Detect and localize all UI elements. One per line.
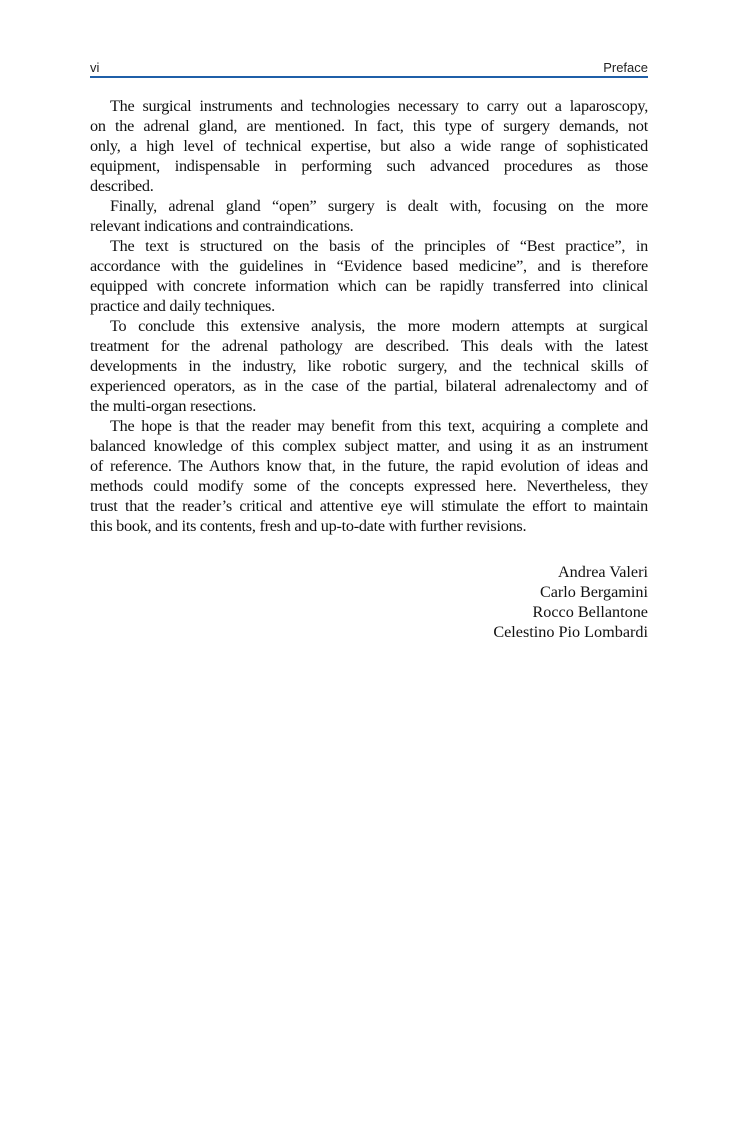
text-line: experienced operators, as in the case of the partial, bilateral adrenalectomy and of: [90, 377, 648, 395]
paragraph: [90, 236, 648, 316]
text-line: Finally, adrenal gland “open” surgery is dealt with, focusing on the more: [110, 197, 648, 215]
author-name: Carlo Bergamini: [539, 583, 648, 601]
section-title: Preface: [603, 60, 648, 75]
paragraph: [90, 416, 648, 536]
text-line: only, a high level of technical expertise, but also a wide range of sophisticated: [90, 137, 648, 155]
text-line: the multi-organ resections.: [90, 397, 257, 415]
text-line: methods could modify some of the concepts expressed here. Nevertheless, they: [90, 477, 648, 495]
author-name: Rocco Bellantone: [532, 603, 648, 621]
text-line: balanced knowledge of this complex subject matter, and using it as an instrument: [90, 437, 648, 455]
text-line: this book, and its contents, fresh and up-to-date with further revisions.: [90, 517, 527, 535]
paragraph: [90, 196, 648, 236]
running-header: [90, 58, 648, 78]
author-name: Celestino Pio Lombardi: [493, 623, 648, 641]
text-line: practice and daily techniques.: [90, 297, 275, 315]
text-line: of reference. The Authors know that, in the future, the rapid evolution of ideas and: [90, 457, 648, 475]
text-line: equipped with concrete information which can be rapidly transferred into clinical: [90, 277, 648, 295]
text-line: relevant indications and contraindications.: [90, 217, 354, 235]
page-number: vi: [90, 60, 100, 75]
author-name: Andrea Valeri: [557, 563, 648, 581]
text-line: The hope is that the reader may benefit from this text, acquiring a complete and: [110, 417, 648, 435]
text-line: To conclude this extensive analysis, the more modern attempts at surgical: [110, 317, 648, 335]
text-line: developments in the industry, like robotic surgery, and the technical skills of: [90, 357, 648, 375]
text-line: on the adrenal gland, are mentioned. In fact, this type of surgery demands, not: [90, 117, 648, 135]
text-line: accordance with the guidelines in “Evidence based medicine”, and is therefore: [90, 257, 648, 275]
preface-body: [90, 96, 648, 536]
text-line: The text is structured on the basis of the principles of “Best practice”, in: [110, 237, 648, 255]
paragraph: [90, 316, 648, 416]
text-line: trust that the reader’s critical and attentive eye will stimulate the effort to maintain: [90, 497, 648, 515]
text-line: The surgical instruments and technologies necessary to carry out a laparoscopy,: [110, 97, 648, 115]
paragraph: [90, 96, 648, 196]
author-signatures: [493, 562, 648, 642]
text-line: equipment, indispensable in performing such advanced procedures as those: [90, 157, 648, 175]
text-line: treatment for the adrenal pathology are described. This deals with the latest: [90, 337, 648, 355]
text-line: described.: [90, 177, 154, 195]
